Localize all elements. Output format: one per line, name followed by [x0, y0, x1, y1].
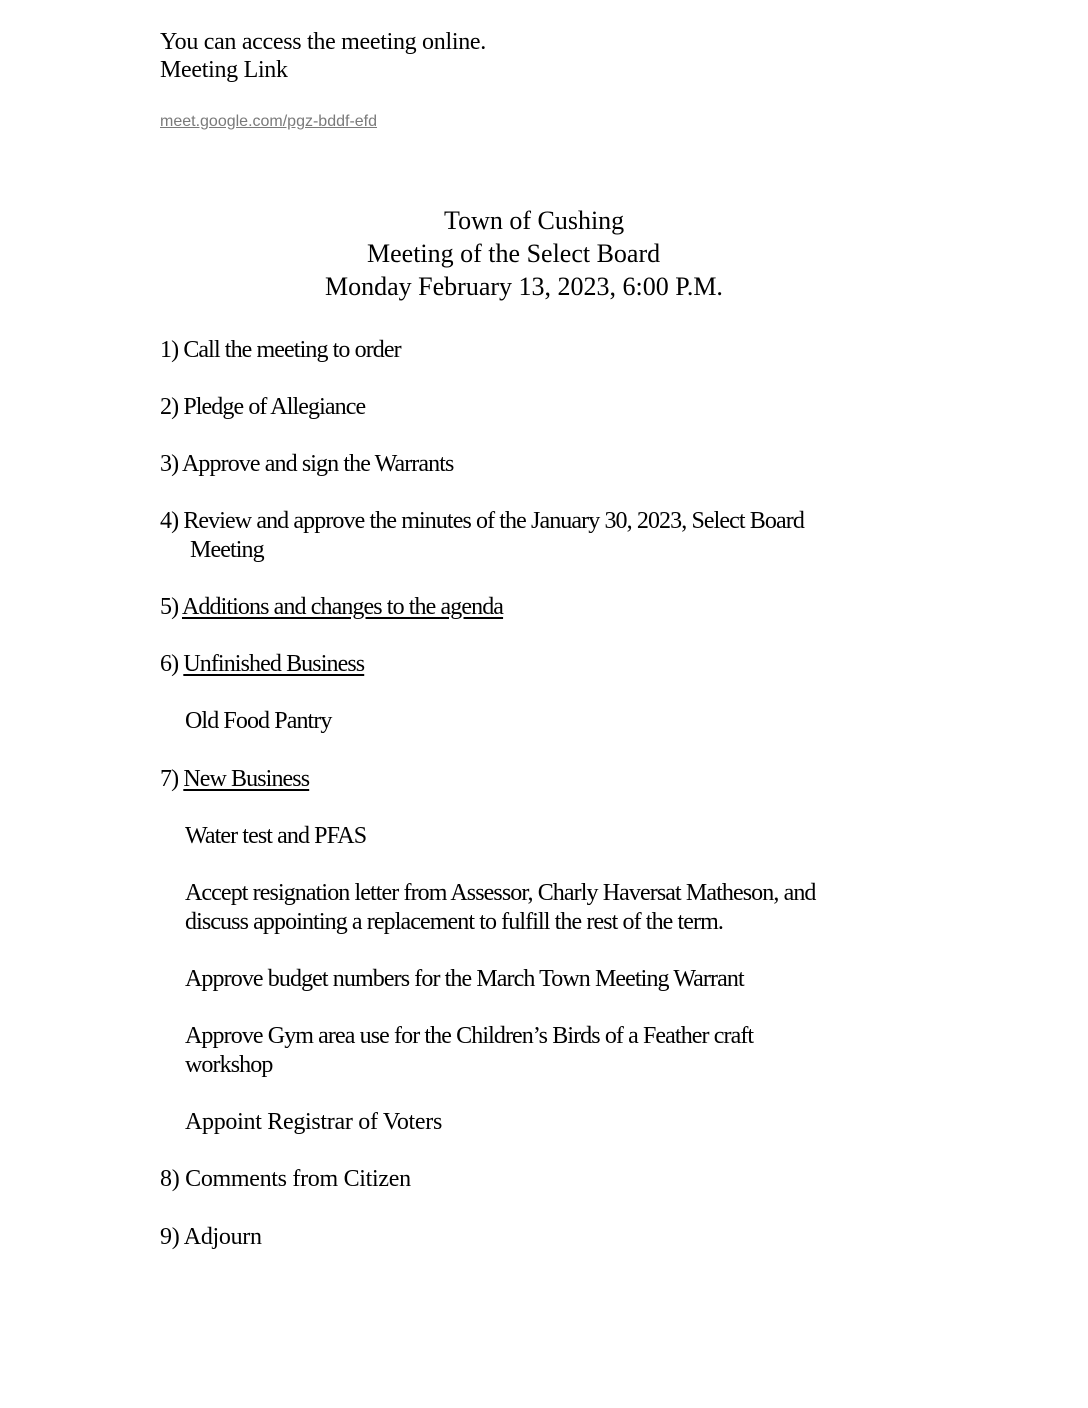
agenda-item-text: Additions and changes to the agenda	[181, 594, 504, 620]
agenda-item-9	[160, 1223, 262, 1251]
agenda-item-text: Approve and sign the Warrants	[181, 451, 454, 477]
agenda-subitem: Accept resignation letter from Assessor, Charly Haversat Matheson, and	[185, 880, 816, 906]
agenda-item-number: 5)	[160, 594, 179, 620]
agenda-item-5	[160, 593, 503, 621]
agenda-item-number: 7)	[160, 766, 179, 792]
meeting-title: Meeting of the Select Board	[367, 239, 661, 268]
online-access-text: You can access the meeting online.	[160, 29, 486, 55]
agenda-subitem: Approve budget numbers for the March Town Meeting Warrant	[185, 966, 744, 992]
agenda-item-7	[160, 765, 309, 793]
agenda-item-text: Unfinished Business	[183, 651, 365, 677]
agenda-item-text: New Business	[183, 766, 310, 792]
agenda-item-number: 4)	[160, 508, 179, 534]
meeting-link-label: Meeting Link	[160, 57, 288, 83]
meeting-date-time: Monday February 13, 2023, 6:00 P.M.	[325, 272, 723, 301]
agenda-item-text: Pledge of Allegiance	[183, 394, 366, 420]
agenda-item-number: 9)	[160, 1224, 180, 1250]
agenda-subitem-continuation: workshop	[185, 1052, 273, 1078]
agenda-subitem: Appoint Registrar of Voters	[185, 1109, 442, 1135]
agenda-item-number: 6)	[160, 651, 179, 677]
agenda-item-3	[160, 450, 453, 478]
agenda-item-text: Comments from Citizen	[185, 1166, 411, 1192]
agenda-item-text: Call the meeting to order	[183, 337, 401, 363]
agenda-item-6	[160, 650, 364, 678]
agenda-subitem: Water test and PFAS	[185, 823, 367, 849]
agenda-item-number: 2)	[160, 394, 179, 420]
agenda-subitem: Old Food Pantry	[185, 708, 332, 734]
agenda-item-text: Adjourn	[183, 1224, 262, 1250]
agenda-item-1	[160, 336, 401, 364]
agenda-item-8	[160, 1165, 411, 1193]
agenda-item-number: 8)	[160, 1166, 180, 1192]
agenda-item-number: 1)	[160, 337, 179, 363]
agenda-subitem-continuation: discuss appointing a replacement to fulfill the rest of the term.	[185, 909, 723, 935]
agenda-item-2	[160, 393, 365, 421]
agenda-item-4-continuation: Meeting	[190, 537, 264, 563]
agenda-item-4	[160, 507, 804, 535]
meeting-link[interactable]: meet.google.com/pgz-bddf-efd	[160, 113, 378, 130]
agenda-subitem: Approve Gym area use for the Children’s Birds of a Feather craft	[185, 1023, 754, 1049]
agenda-item-text: Review and approve the minutes of the January 30, 2023, Select Board	[183, 508, 804, 534]
town-title: Town of Cushing	[444, 206, 625, 235]
agenda-item-number: 3)	[160, 451, 179, 477]
